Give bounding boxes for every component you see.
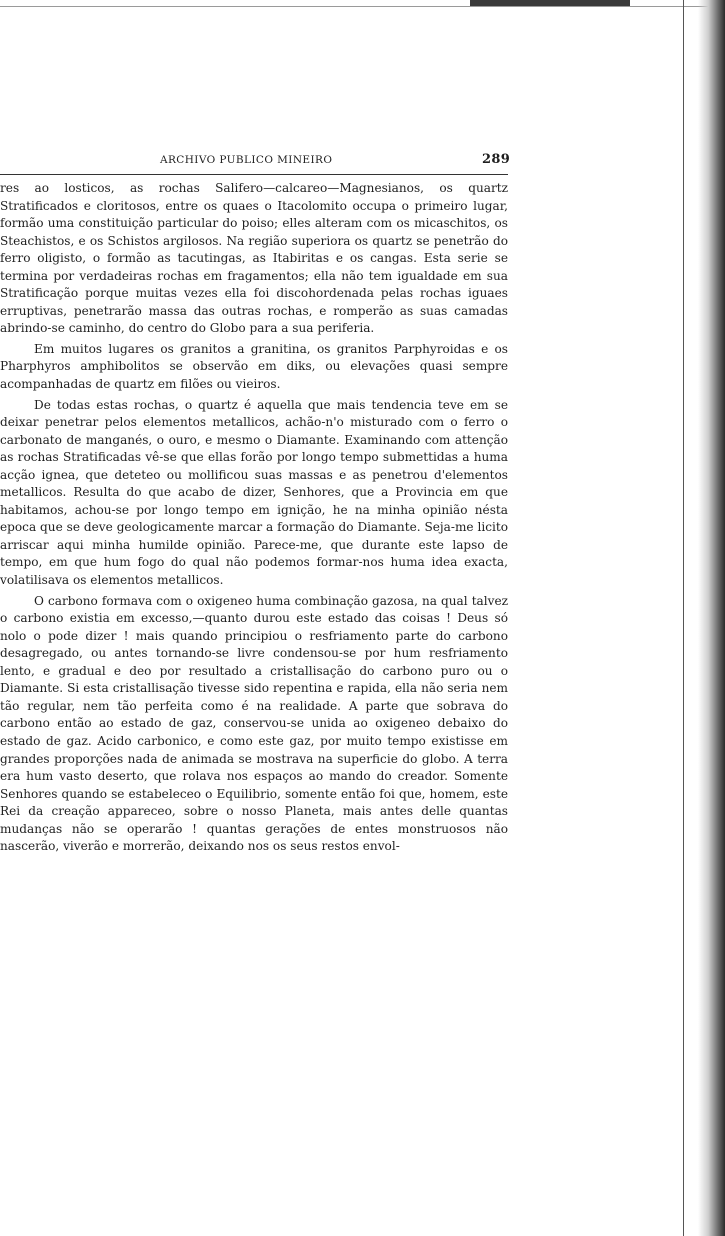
paragraph-3: De todas estas rochas, o quartz é aquella que mais tendencia teve em se deixar penetrar pelos elementos metallicos, achão-n'o misturado com o ferro o carbonato de manganés, o ouro, e mesmo o Diamante. Examinando com attenção as rochas Stratificadas vê-se que ellas forão por longo tempo submettidas a huma acção ignea, que deteteo ou mollificou suas massas e as penetrou d'elementos metallicos. Resulta do que acabo de dizer, Senhores, que a Provincia em que habitamos, achou-se por longo tempo em ignição, he na minha opinião nésta epoca que se deve geologicamente marcar a formação do Diamante. Seja-me licito arriscar aqui minha humilde opinião. Parece-me, que durante este lapso de tempo, em que hum fogo do qual não podemos formar-nos huma idea exacta, volatilisava os elementos metallicos. (0, 397, 508, 588)
scan-edge-line (0, 6, 725, 7)
body-text (0, 180, 508, 856)
paragraph-4: O carbono formava com o oxigeneo huma combinação gazosa, na qual talvez o carbono existia em excesso,—quanto durou este estado das coisas ! Deus só nolo o pode dizer ! mais quando principiou o resfriamento parte do carbono desagregado, ou antes tornando-se livre condensou-se por hum resfriamento lento, e gradual e deo por resultado a cristallisação do carbono puro ou o Diamante. Si esta cristallisação tivesse sido repentina e rapida, ella não seria nem tão regular, nem tão perfeita como é na realidade. A parte que sobrava do carbono então ao estado de gaz, conservou-se unida ao oxigeneo debaixo do estado de gaz. Acido carbonico, e como este gaz, por muito tempo existisse em grandes proporções nada de animada se mostrava na superficie do globo. A terra era hum vasto deserto, que rolava nos espaços ao mando do creador. Somente Senhores quando se estabeleceo o Equilibrio, somente então foi que, homem, este Rei da creação appareceo, sobre o nosso Planeta, mais antes delle quantas mudanças não se operarão ! quantas gerações de entes monstruosos não nascerão, viverão e morrerão, deixando nos os seus restos envol- (0, 593, 508, 854)
book-binding-shadow (665, 0, 725, 1236)
book-gutter-line (683, 0, 684, 1236)
scan-top-edge (0, 0, 725, 14)
running-title: ARCHIVO PUBLICO MINEIRO (160, 154, 333, 166)
header-rule (0, 174, 508, 175)
page-number: 289 (482, 152, 511, 167)
paragraph-2: Em muitos lugares os granitos a granitina, os granitos Parphyroidas e os Pharphyros amphibolitos se observão em diks, ou elevações quasi sempre acompanhadas de quartz em filões ou vieiros. (0, 341, 508, 392)
page-header (0, 150, 520, 170)
paragraph-1: res ao losticos, as rochas Salifero—calcareo—Magnesianos, os quartz Stratificados e cloritosos, entre os quaes o Itacolomito occupa o primeiro lugar, formão uma constituição particular do poiso; elles alteram com os micaschitos, os Steachistos, e os Schistos argilosos. Na região superiora os quartz se penetrão do ferro oligisto, o formão as tacutingas, as Itabiritas e os cangas. Esta serie se termina por verdadeiras rochas em fragamentos; ella não tem igualdade em sua Stratificação porque muitas vezes ella foi discohordenada pelas rochas iguaes erruptivas, penetrarão massa das outras rochas, e romperão as suas camadas abrindo-se caminho, do centro do Globo para a sua periferia. (0, 181, 508, 336)
